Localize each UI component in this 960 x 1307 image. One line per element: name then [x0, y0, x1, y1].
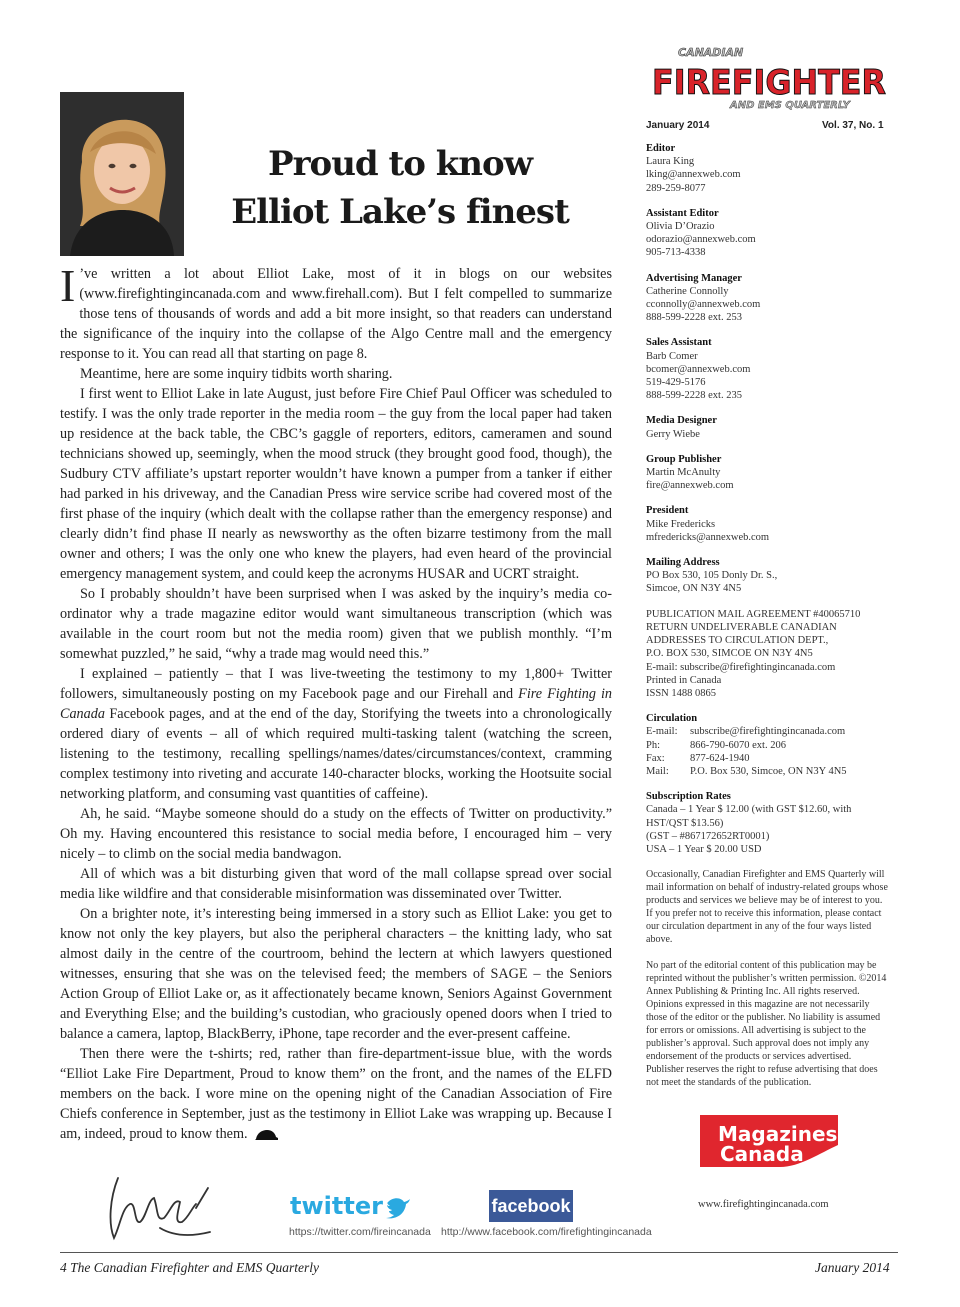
staff-detail: PO Box 530, 105 Donly Dr. S., — [646, 570, 778, 582]
subscription-line: HST/QST $13.56) — [646, 817, 724, 829]
facebook-url-link[interactable]: http://www.facebook.com/firefightingincanada — [441, 1226, 652, 1238]
editor-photo — [60, 92, 184, 256]
staff-detail: 888-599-2228 ext. 235 — [646, 390, 742, 402]
staff-role: Editor — [646, 143, 676, 154]
svg-text:Canada: Canada — [720, 1142, 804, 1166]
footer-date: January 2014 — [815, 1260, 890, 1275]
issue-volume: Vol. 37, No. 1 — [822, 120, 884, 131]
masthead-sidebar — [646, 142, 890, 1102]
subscription-line: Canada – 1 Year $ 12.00 (with GST $12.60, with — [646, 804, 852, 816]
publication-line: Printed in Canada — [646, 674, 722, 686]
circulation-row — [646, 739, 890, 752]
fire-helmet-icon — [254, 1129, 278, 1141]
staff-role: Sales Assistant — [646, 337, 712, 349]
magazine-masthead-logo — [650, 44, 888, 112]
facebook-logo[interactable]: facebook — [489, 1190, 573, 1222]
staff-role: Group Publisher — [646, 453, 722, 465]
svg-text:Magazines: Magazines — [718, 1122, 838, 1146]
publication-line: P.O. BOX 530, SIMCOE ON N3Y 4N5 — [646, 648, 813, 660]
staff-detail[interactable]: odorazio@annexweb.com — [646, 234, 756, 246]
article-paragraph: Ah, he said. “Maybe someone should do a study on the effects of Twitter on productivity.” Oh my. Having encountered this resistance to social media before, I encouraged him – very nicely – to climb on the social media bandwagon. — [60, 806, 612, 862]
staff-detail: Simcoe, ON N3Y 4N5 — [646, 583, 742, 595]
circulation-block — [646, 712, 890, 778]
subscription-line: (GST – #867172652RT0001) — [646, 830, 770, 842]
article-paragraph: On a brighter note, it’s interesting being immersed in a story such as Elliot Lake: you get to know not only the key players, but also the peripheral characters – the knitting lady, who sat almost daily in the centre of the courtroom, behind the lectern at which lawyers questioned witnesses, ensuring that she was on the televised feed; the members of SAGE – the Seniors Action Group of Elliot Lake or, as it affectionately became known, Seniors Against Government and Everything Else; and the building’s custodian, who graciously opened doors when I tried to balance a camera, laptop, BlackBerry, iPhone, tape recorder and the ever-present caffeine. — [60, 906, 612, 1042]
staff-block — [646, 414, 890, 440]
circulation-label: Mail: — [646, 765, 669, 777]
website-link[interactable]: www.firefightingincanada.com — [698, 1199, 829, 1210]
publication-agreement — [646, 608, 890, 700]
publication-line: ISSN 1488 0865 — [646, 687, 717, 699]
article-paragraph: Meantime, here are some inquiry tidbits worth sharing. — [80, 366, 393, 382]
article-paragraph: So I probably shouldn’t have been surprised when I was asked by the inquiry’s media co-ordinator why a trade magazine editor would want simultaneous transcription (which was available in the court room but not the media room) given that we publish monthly. “I’m somewhat puzzled,” he said, “why a trade mag would need this.” — [60, 586, 612, 662]
editor-portrait-image — [60, 92, 184, 256]
staff-block — [646, 142, 890, 195]
article-body — [60, 260, 612, 1144]
circulation-value: subscribe@firefightingincanada.com — [690, 726, 846, 738]
publication-line: E-mail: subscribe@firefightingincanada.com — [646, 661, 836, 673]
twitter-icon — [290, 1190, 412, 1222]
circulation-row — [646, 725, 890, 738]
circulation-label: E-mail: — [646, 726, 678, 738]
staff-role: Media Designer — [646, 415, 717, 427]
editor-signature — [100, 1168, 220, 1250]
svg-text:CANADIAN: CANADIAN — [678, 46, 744, 59]
footer-page-info: 4 The Canadian Firefighter and EMS Quarterly — [60, 1260, 319, 1275]
magazines-canada-logo — [700, 1115, 838, 1167]
publication-line: ADDRESSES TO CIRCULATION DEPT., — [646, 635, 829, 647]
staff-detail: Barb Comer — [646, 350, 698, 362]
staff-block — [646, 272, 890, 325]
circulation-value: 877-624-1940 — [690, 752, 750, 764]
staff-list — [646, 142, 890, 596]
circulation-title: Circulation — [646, 713, 698, 725]
staff-detail: Catherine Connolly — [646, 285, 729, 297]
staff-detail: Olivia D’Orazio — [646, 221, 715, 233]
circulation-label: Fax: — [646, 752, 665, 764]
staff-role: Mailing Address — [646, 557, 720, 569]
staff-detail: 519-429-5176 — [646, 377, 706, 389]
staff-block — [646, 556, 890, 596]
staff-detail: 905-713-4338 — [646, 247, 706, 259]
circulation-row — [646, 765, 890, 778]
title-line-1: Proud to know — [268, 144, 532, 184]
staff-detail[interactable]: bcomer@annexweb.com — [646, 363, 751, 375]
staff-block — [646, 504, 890, 544]
article-paragraph: I explained – patiently – that I was live-tweeting the testimony to my 1,800+ Twitter followers, simultaneously posting on my Facebook page and our Firehall and Fire Fighting in Canada Facebook pages, and at the end of the day, Storifying the tweets into a chronologically ordered diary of events – all of which required multi-tasking talent (watching the screen, listening to the testimony, recalling spellings/names/dates/circumstances/context, cramming complex testimony into riveting and accurate 140-character blocks, working the Hootsuite social networking platform, and consuming vast quantities of caffeine). — [60, 666, 612, 802]
article-title — [230, 140, 570, 236]
drop-cap: I — [60, 260, 76, 311]
twitter-logo[interactable] — [290, 1190, 412, 1222]
staff-role: President — [646, 505, 689, 517]
staff-detail: Laura King — [646, 156, 695, 168]
staff-role: Assistant Editor — [646, 207, 719, 219]
copyright-note: No part of the editorial content of this publication may be reprinted without the publisher’s written permission. ©2014 Annex Publishing & Printing Inc. All rights reserved. Opinions expressed in this magazine are not necessarily those of the editor or the publisher. No liability is assumed for errors or omissions. All advertising is subject to the publisher’s approval. Such approval does not imply any endorsement of the products or services advertised. Publisher reserves the right to refuse advertising that does not meet the standards of the publication. — [646, 960, 887, 1089]
svg-text:twitter: twitter — [290, 1192, 383, 1220]
staff-detail[interactable]: lking@annexweb.com — [646, 169, 741, 181]
subscription-line: USA – 1 Year $ 20.00 USD — [646, 843, 762, 855]
publication-line: RETURN UNDELIVERABLE CANADIAN — [646, 621, 837, 633]
staff-block — [646, 453, 890, 493]
article-paragraph: Then there were the t-shirts; red, rather than fire-department-issue blue, with the words “Elliot Lake Fire Department, Proud to know them” on the front, and the names of the ELFD members on the back. I wore mine on the opening night of the Canadian Association of Fire Chiefs conference in September, just as the testimony in Elliot Lake was wrapping up. Because I am, indeed, proud to know them. — [60, 1046, 612, 1142]
staff-block — [646, 207, 890, 260]
circulation-label: Ph: — [646, 739, 661, 751]
circulation-value: 866-790-6070 ext. 206 — [690, 739, 786, 751]
staff-detail: 289-259-8077 — [646, 182, 706, 194]
title-line-2: Elliot Lake’s finest — [231, 192, 569, 232]
staff-detail: Gerry Wiebe — [646, 428, 700, 440]
svg-text:AND EMS QUARTERLY: AND EMS QUARTERLY — [730, 100, 850, 111]
svg-text:FIREFIGHTER: FIREFIGHTER — [652, 63, 886, 103]
article-paragraph: I ’ve written a lot about Elliot Lake, most of it in blogs on our websites (www.firefightingincanada.com and www.firehall.com). But I felt compelled to summarize those tens of thousands of words and add a bit more insight, so that readers can understand the significance of the inquiry into the collapse of the Algo Centre mall and the emergency response to it. You can read all that starting on page 8. — [60, 260, 612, 362]
staff-role: Advertising Manager — [646, 272, 742, 284]
staff-detail[interactable]: cconnolly@annexweb.com — [646, 299, 761, 311]
staff-detail[interactable]: fire@annexweb.com — [646, 480, 734, 492]
staff-detail[interactable]: mfredericks@annexweb.com — [646, 531, 770, 543]
subscription-title: Subscription Rates — [646, 791, 731, 803]
staff-detail: Martin McAnulty — [646, 467, 721, 479]
circulation-value: P.O. Box 530, Simcoe, ON N3Y 4N5 — [690, 765, 847, 777]
article-paragraph: All of which was a bit disturbing given that word of the mall collapse spread over social media like wildfire and that considerable misinformation was disseminated over Twitter. — [60, 866, 612, 902]
staff-block — [646, 336, 890, 402]
privacy-note: Occasionally, Canadian Firefighter and EMS Quarterly will mail information on behalf of industry-related groups whose products and services we believe may be of interest to you. If you prefer not to receive this information, please contact our circulation department in any of the four ways listed above. — [646, 869, 888, 946]
subscription-block — [646, 790, 890, 856]
signature-image — [100, 1168, 220, 1250]
issue-date: January 2014 — [646, 120, 710, 131]
staff-detail: 888-599-2228 ext. 253 — [646, 312, 742, 324]
footer-divider — [60, 1252, 898, 1253]
staff-detail: Mike Fredericks — [646, 518, 716, 530]
twitter-url-link[interactable]: https://twitter.com/fireincanada — [289, 1226, 431, 1238]
publication-line: PUBLICATION MAIL AGREEMENT #40065710 — [646, 608, 861, 620]
circulation-row — [646, 752, 890, 765]
article-paragraph: I first went to Elliot Lake in late August, just before Fire Chief Paul Officer was scheduled to testify. I was the only trade reporter in the media room – the guy from the local paper had taken up residence at the back table, the CBC’s gaggle of reporters, editors, cameramen and sound technicians showed up, seemingly, when the mood struck (they brought good food, though), the Sudbury CTV affiliate’s upstart reporter wouldn’t have known a pumper from a tanker if either had parked in his driveway, and the Canadian Press wire service scribe had covered most of the first phase of the inquiry (which dealt with the collapse rather than the emergency response) and clearly didn’t find phase II nearly as newsworthy as the often bizarre testimony from the mall owner and others; I was the only one who knew the players, had even heard of the provincial emergency management system, and could keep the acronyms HUSAR and UCRT straight. — [60, 386, 612, 582]
